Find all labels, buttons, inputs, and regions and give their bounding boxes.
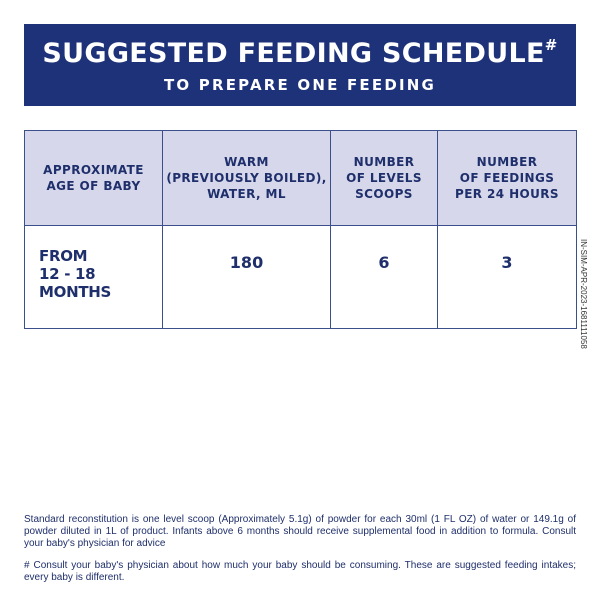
cell-age: FROM 12 - 18 MONTHS: [25, 226, 163, 329]
title-text: SUGGESTED FEEDING SCHEDULE: [42, 38, 545, 69]
column-header-age: APPROXIMATE AGE OF BABY: [25, 131, 163, 226]
column-header-scoops: NUMBER OF LEVELS SCOOPS: [331, 131, 438, 226]
column-header-water: WARM (PREVIOUSLY BOILED), WATER, ML: [163, 131, 331, 226]
physician-note: # Consult your baby's physician about how much your baby should be consuming. These are suggested feeding intakes; every baby is different.: [24, 560, 576, 583]
title-footnote-mark: #: [544, 36, 558, 54]
page-subtitle: TO PREPARE ONE FEEDING: [163, 76, 437, 94]
reconstitution-note: Standard reconstitution is one level scoop (Approximately 5.1g) of powder for each 30ml (1 FL OZ) of water or 149.1g of powder diluted in 1L of product. Infants above 6 months should receive supplemental food in addition to formula. Consult your baby's physician for advice: [24, 514, 576, 549]
title-banner: [24, 24, 576, 106]
column-header-feedings: NUMBER OF FEEDINGS PER 24 HOURS: [438, 131, 577, 226]
document-code: IN-SIM-APR-2023-1681111058: [579, 239, 588, 349]
page-title: [24, 38, 576, 69]
footnotes: [24, 514, 576, 594]
cell-scoops: 6: [331, 226, 438, 329]
cell-feedings: 3: [438, 226, 577, 329]
cell-water-ml: 180: [163, 226, 331, 329]
table-header-row: [25, 131, 577, 226]
table-row: [25, 226, 577, 329]
feeding-schedule-table: [24, 130, 577, 329]
